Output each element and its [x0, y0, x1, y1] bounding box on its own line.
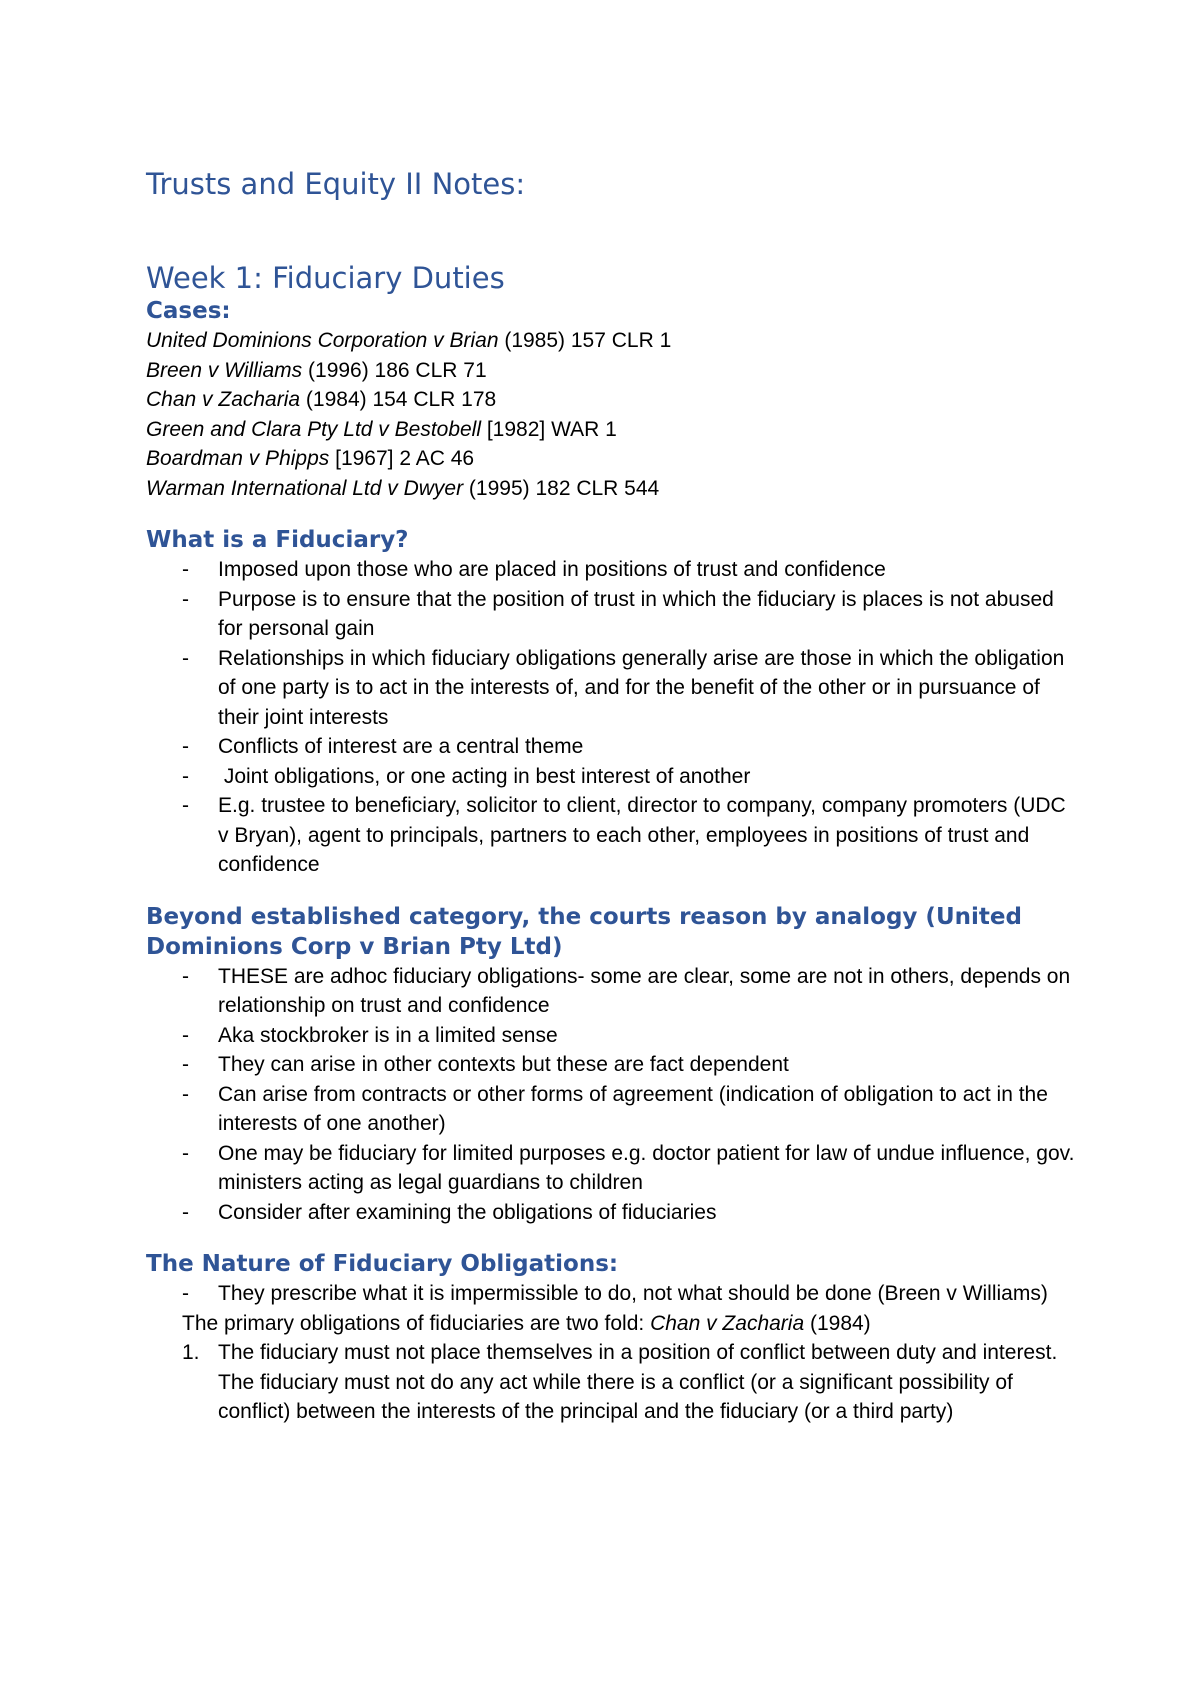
bullet-text: Joint obligations, or one acting in best interest of another	[218, 764, 751, 788]
case-name: Chan v Zacharia	[146, 388, 301, 411]
dash-marker: -	[182, 764, 189, 788]
dash-marker: -	[182, 964, 189, 988]
case-name: Breen v Williams	[146, 358, 303, 382]
case-citation: (1985) 157 CLR 1	[498, 329, 672, 352]
bullet-item	[146, 962, 1076, 1021]
bullet-text: They can arise in other contexts but these are fact dependent	[218, 1053, 789, 1076]
bullet-item	[146, 1198, 1076, 1228]
bullet-item	[146, 555, 1076, 585]
case-name: Warman International Ltd v Dwyer	[146, 476, 464, 500]
document-content	[146, 166, 1076, 1427]
case-citation: (1995) 182 CLR 544	[463, 476, 660, 500]
bullet-text: THESE are adhoc fiduciary obligations- some are clear, some are not in others, depends on relationship on trust and confidence	[218, 964, 1071, 1017]
intro-case-year: (1984)	[804, 1311, 871, 1335]
bullet-text: One may be fiduciary for limited purposes e.g. doctor patient for law of undue influence, gov. ministers acting as legal guardians to children	[218, 1141, 1075, 1194]
bullet-text: Imposed upon those who are placed in positions of trust and confidence	[218, 558, 886, 581]
bullet-text: Can arise from contracts or other forms of agreement (indication of obligation to act in the interests of one another)	[218, 1082, 1048, 1135]
case-citation: [1967] 2 AC 46	[329, 447, 475, 470]
bullet-item	[146, 1279, 1076, 1309]
case-citation: [1982] WAR 1	[481, 417, 617, 441]
bullet-text: Aka stockbroker is in a limited sense	[218, 1023, 558, 1047]
bullet-item	[146, 644, 1076, 733]
dash-marker: -	[182, 794, 189, 817]
primary-obligations-intro	[146, 1309, 1076, 1339]
dash-marker: -	[182, 1282, 189, 1305]
numbered-item	[146, 1338, 1076, 1427]
bullet-text: Conflicts of interest are a central theme	[218, 735, 584, 758]
case-item	[146, 415, 1076, 445]
case-item	[146, 444, 1076, 474]
case-name: Boardman v Phipps	[146, 447, 330, 470]
case-item	[146, 326, 1076, 356]
bullet-item	[146, 791, 1076, 880]
dash-marker: -	[182, 735, 189, 758]
bullet-item	[146, 762, 1076, 792]
bullet-item	[146, 1021, 1076, 1051]
dash-marker: -	[182, 587, 189, 611]
dash-marker: -	[182, 1141, 189, 1165]
section-heading-beyond-category: Beyond established category, the courts reason by analogy (United Dominions Corp v Brian Pty Ltd)	[146, 903, 1022, 960]
case-citation: (1984) 154 CLR 178	[300, 388, 497, 411]
bullet-text: Consider after examining the obligations of fiduciaries	[218, 1200, 717, 1224]
case-item	[146, 385, 1076, 415]
number-marker: 1.	[182, 1341, 200, 1364]
case-list	[146, 326, 1076, 503]
case-name: United Dominions Corporation v Brian	[146, 329, 499, 352]
case-citation: (1996) 186 CLR 71	[302, 358, 487, 382]
dash-marker: -	[182, 1053, 189, 1076]
case-item	[146, 474, 1076, 504]
bullet-item	[146, 732, 1076, 762]
bullet-list-what-is-fiduciary	[146, 555, 1076, 880]
section-heading-nature: The Nature of Fiduciary Obligations:	[146, 1251, 619, 1277]
bullet-list-beyond-category	[146, 962, 1076, 1228]
bullet-item	[146, 1050, 1076, 1080]
bullet-list-nature	[146, 1279, 1076, 1309]
bullet-item	[146, 1080, 1076, 1139]
cases-heading: Cases:	[146, 298, 231, 324]
dash-marker: -	[182, 558, 189, 581]
case-item	[146, 356, 1076, 386]
document-title: Trusts and Equity II Notes:	[146, 167, 526, 201]
bullet-text: E.g. trustee to beneficiary, solicitor to client, director to company, company promoters (UDC v Bryan), agent to principals, partners to each other, employees in positions of trust and confidence	[218, 794, 1066, 876]
bullet-text: Purpose is to ensure that the position of trust in which the fiduciary is places is not abused for personal gain	[218, 587, 1054, 640]
bullet-text: Relationships in which fiduciary obligations generally arise are those in which the obligation of one party is to act in the interests of, and for the benefit of the other or in pursuance of their joint interests	[218, 646, 1065, 729]
dash-marker: -	[182, 1023, 189, 1047]
dash-marker: -	[182, 1082, 189, 1106]
numbered-list-obligations	[146, 1338, 1076, 1427]
intro-text: The primary obligations of fiduciaries are two fold:	[182, 1311, 651, 1335]
section-heading-what-is-fiduciary: What is a Fiduciary?	[146, 527, 409, 553]
bullet-text: They prescribe what it is impermissible to do, not what should be done (Breen v Williams)	[218, 1282, 1048, 1305]
bullet-item	[146, 585, 1076, 644]
case-name: Green and Clara Pty Ltd v Bestobell	[146, 417, 482, 441]
intro-case-name: Chan v Zacharia	[650, 1311, 805, 1335]
numbered-text: The fiduciary must not place themselves in a position of conflict between duty and interest. The fiduciary must not do any act while there is a conflict (or a significant possibility of conflict) between the interests of the principal and the fiduciary (or a third party)	[218, 1341, 1058, 1423]
week-heading: Week 1: Fiduciary Duties	[146, 261, 505, 295]
dash-marker: -	[182, 1200, 189, 1224]
bullet-item	[146, 1139, 1076, 1198]
dash-marker: -	[182, 646, 189, 670]
